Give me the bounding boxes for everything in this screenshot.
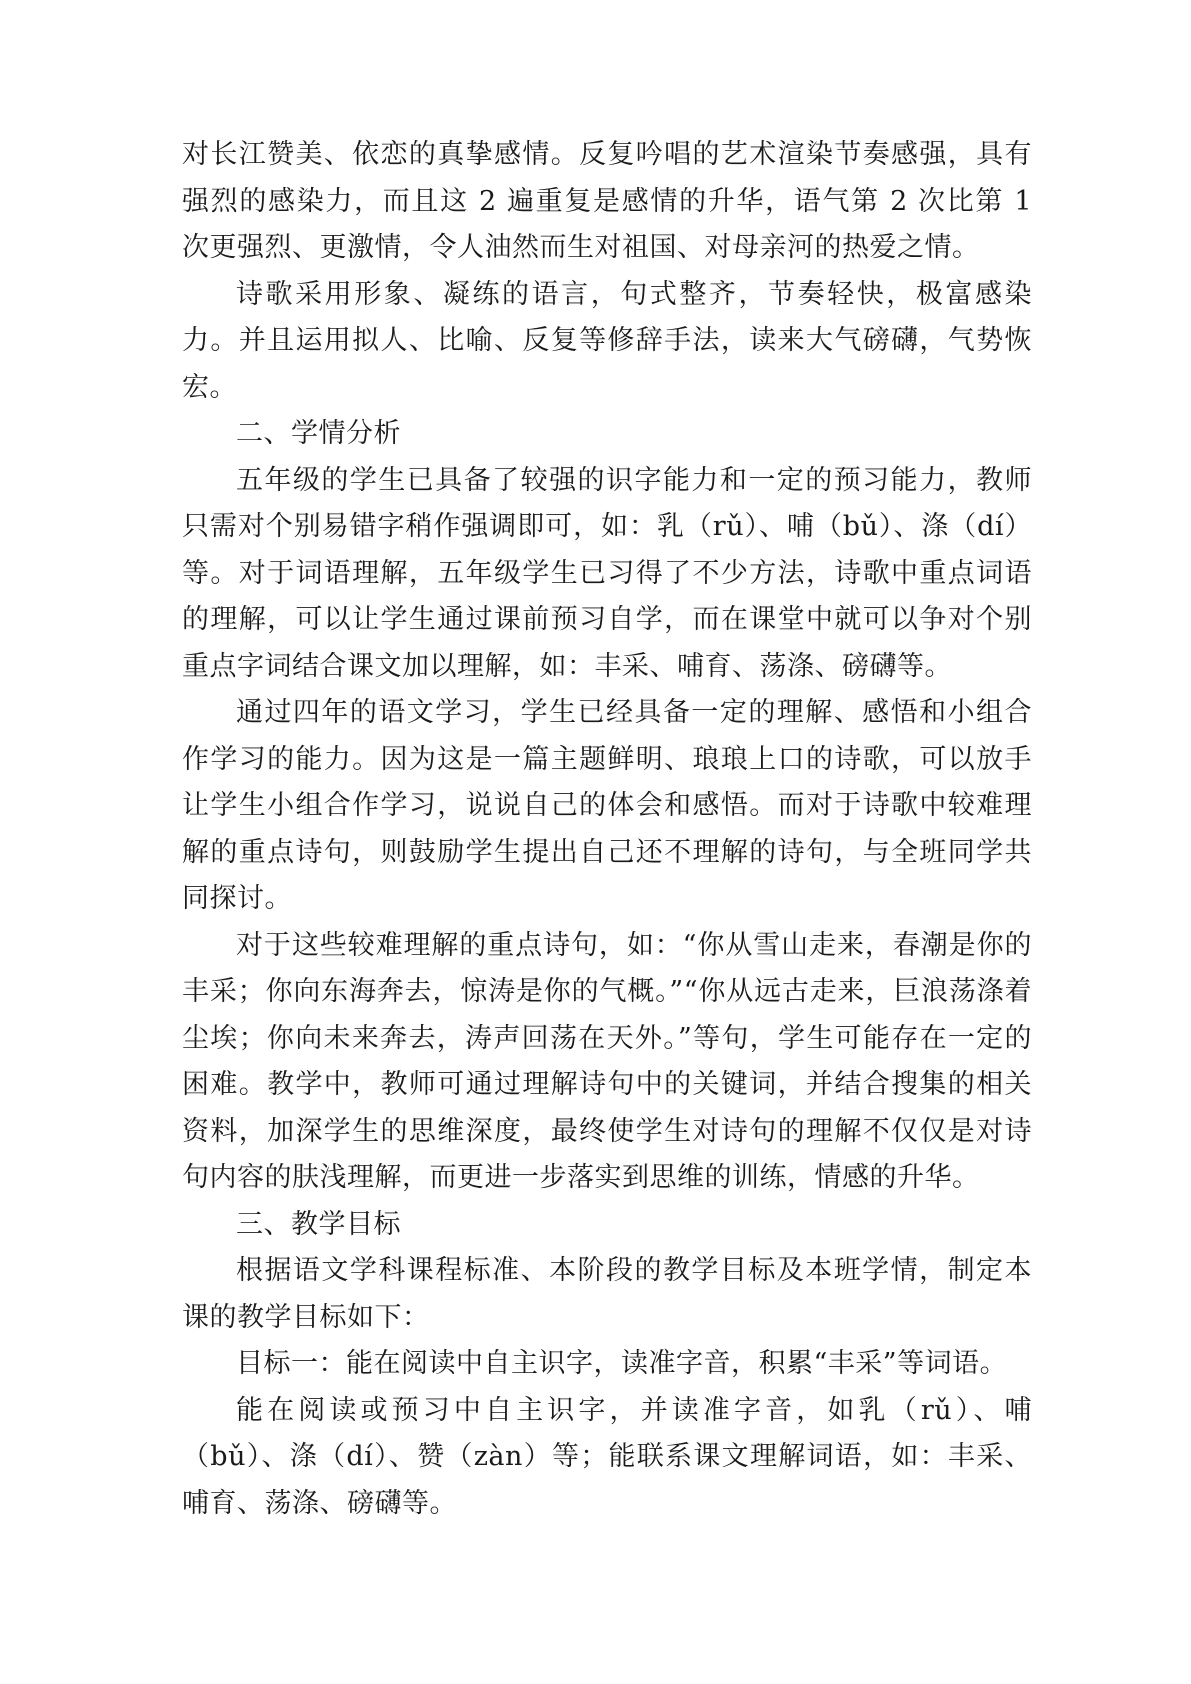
paragraph-difficult-lines: 对于这些较难理解的重点诗句，如：“你从雪山走来，春潮是你的丰采；你向东海奔去，惊涛是你的气概。”“你从远古走来，巨浪荡涤着尘埃；你向未来奔去，涛声回荡在天外。”等句，学生可能存在一定的困难。教学中，教师可通过理解诗句中的关键词，并结合搜集的相关资料，加深学生的思维深度，最终使学生对诗句的理解不仅仅是对诗句内容的肤浅理解，而更进一步落实到思维的训练，情感的升华。 bbox=[182, 929, 1032, 1193]
paragraph-literacy-ability: 五年级的学生已具备了较强的识字能力和一定的预习能力，教师只需对个别易错字稍作强调即可，如：乳（rǔ）、哺（bǔ）、涤（dí）等。对于词语理解，五年级学生已习得了不少方法，诗歌中重点词语的理解，可以让学生通过课前预习自学，而在课堂中就可以争对个别重点字词结合课文加以理解，如：丰采、哺育、荡涤、磅礴等。 bbox=[182, 464, 1032, 682]
paragraph-goal-one-detail: 能在阅读或预习中自主识字，并读准字音，如乳（rǔ）、哺（bǔ）、涤（dí）、赞（zàn）等；能联系课文理解词语，如：丰采、哺育、荡涤、磅礴等。 bbox=[182, 1394, 1032, 1519]
section-heading-teaching-goals: 三、教学目标 bbox=[236, 1208, 401, 1240]
paragraph-goals-intro: 根据语文学科课程标准、本阶段的教学目标及本班学情，制定本课的教学目标如下： bbox=[182, 1255, 1032, 1333]
section-heading-student-analysis: 二、学情分析 bbox=[236, 418, 401, 449]
paragraph-learning-ability: 通过四年的语文学习，学生已经具备一定的理解、感悟和小组合作学习的能力。因为这是一篇主题鲜明、琅琅上口的诗歌，可以放手让学生小组合作学习，说说自己的体会和感悟。而对于诗歌中较难理解的重点诗句，则鼓励学生提出自己还不理解的诗句，与全班同学共同探讨。 bbox=[182, 697, 1032, 914]
paragraph-continuation: 对长江赞美、依恋的真挚感情。反复吟唱的艺术渲染节奏感强，具有强烈的感染力，而且这 2 遍重复是感情的升华，语气第 2 次比第 1 次更强烈、更激情，令人油然而生对祖国、对母亲河的热爱之情。 bbox=[182, 139, 1032, 263]
document-page bbox=[182, 132, 1032, 1527]
paragraph-goal-one: 目标一：能在阅读中自主识字，读准字音，积累“丰采”等词语。 bbox=[236, 1348, 1008, 1379]
paragraph-language-style: 诗歌采用形象、凝练的语言，句式整齐，节奏轻快，极富感染力。并且运用拟人、比喻、反复等修辞手法，读来大气磅礴，气势恢宏。 bbox=[182, 278, 1032, 403]
